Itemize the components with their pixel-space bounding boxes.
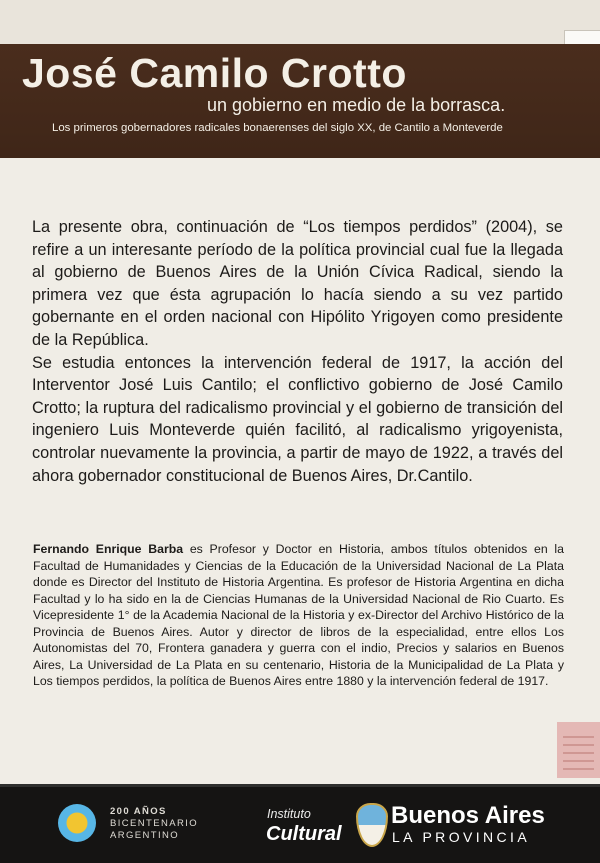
la-provincia-label: LA PROVINCIA	[392, 829, 531, 845]
book-subtitle: un gobierno en medio de la borrasca.	[207, 95, 506, 115]
author-bio-paragraph	[33, 541, 564, 690]
barcode-sticker	[557, 722, 600, 778]
instituto-label: Instituto	[267, 807, 311, 821]
top-strip	[0, 0, 600, 44]
author-bio-text: es Profesor y Doctor en Historia, ambos títulos obtenidos en la Facultad de Humanidades y Ciencias de la Educación de la Universidad Nacional de La Plata donde es Director del Instituto de Historia Argentina. Es profesor de Historia Argentina en dicha Facultad y lo ha sido en la de Ciencias Humanas de la Universidad Nacional de Rio Cuarto. Es Vicepresidente 1° de la Academia Nacional de la Historia y ex-Director del Archivo Histórico de la Provincia de Buenos Aires. Autor y director de libros de la especialidad, entre ellos Los Autonomistas del 70, Frontera ganadera y guerra con el indio, Precios y salarios en Buenos Aires, La Universidad de La Plata en su centenario, Historia de la Municipalidad de La Plata y Los tiempos perdidos, la política de Buenos Aires entre 1880 y la intervención federal de 1917.	[33, 542, 564, 688]
bicentenario-sun-icon	[58, 804, 96, 842]
bicentenario-country: ARGENTINO	[110, 830, 180, 841]
cultural-label: Cultural	[266, 823, 342, 845]
bicentenario-logo-text	[110, 806, 198, 842]
bicentenario-years: 200 AÑOS	[110, 806, 167, 817]
author-bio	[33, 541, 564, 690]
book-title: José Camilo Crotto	[22, 50, 407, 96]
synopsis-paragraph-1: La presente obra, continuación de “Los tiempos perdidos” (2004), se refire a un interesante período de la política provincial cual fue la llegada al gobierno de Buenos Aires de la Unión Cívica Radical, siendo la primera vez que ésta agrupación lo hacía siendo a su vez partido gobernante en el orden nacional con Hipólito Yrigoyen como presidente de la República.	[32, 218, 563, 349]
series-description: Los primeros gobernadores radicales bonaerenses del siglo XX, de Cantilo a Monteverde	[52, 122, 503, 134]
synopsis-paragraph-2: Se estudia entonces la intervención federal de 1917, la acción del Interventor José Luis Cantilo; el conflictivo gobierno de José Camilo Crotto; la ruptura del radicalismo provincial y el gobierno de transición del ingeniero Luis Monteverde quién facilitó, al radicalismo yrigoyenista, controlar nuevamente la provincia, a partir de mayo de 1922, a través del ahora gobernador constitucional de Buenos Aires, Dr.Cantilo.	[32, 353, 563, 485]
title-banner	[0, 44, 600, 158]
buenos-aires-label: Buenos Aires	[391, 802, 545, 829]
synopsis	[32, 216, 563, 487]
author-name: Fernando Enrique Barba	[33, 542, 184, 556]
bicentenario-label: BICENTENARIO	[110, 818, 199, 829]
province-crest-icon	[356, 803, 388, 847]
publisher-footer	[0, 784, 600, 863]
